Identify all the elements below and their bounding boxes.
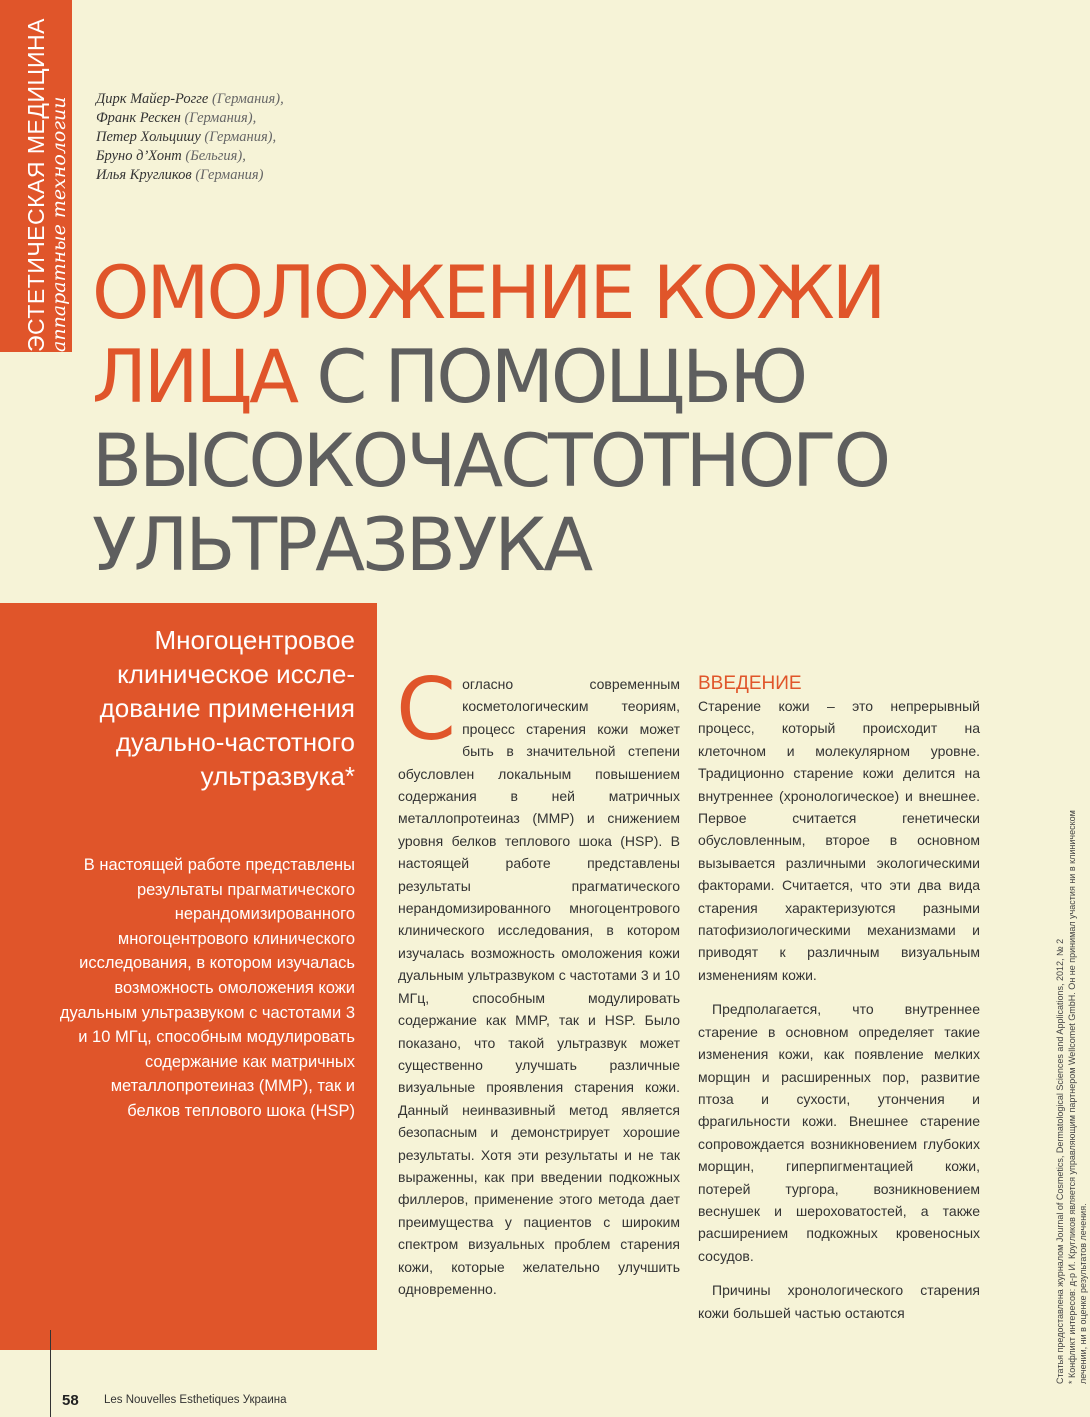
- author: [96, 109, 284, 128]
- title-line-1: ОМОЛОЖЕНИЕ КОЖИ: [92, 251, 884, 336]
- author-country: (Германия),: [211, 91, 284, 107]
- author-name: Петер Хольцишу: [96, 129, 201, 145]
- introduction-column: [698, 673, 980, 1324]
- author-list: [96, 90, 284, 185]
- lead-text: Многоцентровое клиническое иссле-дование применения дуально-частотного ультразвука*: [99, 625, 355, 791]
- title-highlight: ЛИЦА: [92, 335, 297, 420]
- author: [96, 147, 284, 166]
- author-country: (Германия),: [204, 129, 277, 145]
- section-label: [24, 18, 70, 352]
- author-country: (Бельгия),: [185, 148, 246, 164]
- footnotes: [1055, 734, 1090, 1384]
- source-note: Статья предоставлена журналом Journal of Cosmetics, Dermatological Sciences and Applications, 2012, № 2: [1055, 938, 1065, 1384]
- author-name: Франк Рескен: [96, 110, 181, 126]
- author-name: Бруно д’Хонт: [96, 148, 182, 164]
- conflict-note-continued: лечении, ни в оценке результатов лечения.: [1078, 1203, 1088, 1384]
- author: [96, 90, 284, 109]
- author-name: Дирк Майер-Рогге: [96, 91, 209, 107]
- conflict-note: * Конфликт интересов: д-р И. Кругликов является управляющим партнером Wellcomet GmbH. Он не принимал участия ни в клиническом: [1066, 810, 1077, 1384]
- author-country: (Германия),: [184, 110, 257, 126]
- author-name: Илья Кругликов: [96, 167, 192, 183]
- section-title: ЭСТЕТИЧЕСКАЯ МЕДИЦИНА: [23, 18, 49, 352]
- section-heading: ВВЕДЕНИЕ: [698, 673, 802, 694]
- author-country: (Германия): [195, 167, 264, 183]
- intro-column: [396, 660, 680, 1300]
- section-subtitle: аппаратные технологии: [48, 96, 70, 352]
- paragraph: Старение кожи – это непрерывный процесс, который происходит на клеточном и молекулярном уровне. Традиционно старение кожи делится на внутреннее (хронологическое) и внешнее. Первое считается генетически обусловленным, второе в основном вызывается различными экологическими факторами. Считается, что эти два вида старения характеризуются разными патофизиологическими механизмами и приводят к различным визуальным изменениям кожи.: [698, 698, 980, 983]
- page-number: 58: [62, 1392, 79, 1409]
- author: [96, 128, 284, 147]
- paragraph: Причины хронологического старения кожи большей частью остаются: [698, 1282, 980, 1321]
- intro-text: огласно современным косметологическим теориям, процесс старения кожи может быть в значительной степени обусловлен локальным повышением содержания в ней матричных металлопротеиназ (MMP) и снижением уровня белков теплового шока (HSP). В настоящей работе представлены результаты прагматического нерандомизированного многоцентрового клинического исследования, в котором изучалась возможность омоложения кожи дуальным ультразвуком с частотами 3 и 10 МГц, способным модулировать содержание как MMP, так и HSP. Было показано, что такой ультразвук может существенно улучшать различные визуальные проявления старения кожи. Данный неинвазивный метод является безопасным и демонстрирует хорошие результаты. Хотя эти результаты и не так выраженны, как при введении подкожных филлеров, применение этого метода дает преимущества у пациентов с широким спектром визуальных проблем старения кожи, которые желательно улучшить одновременно.: [398, 676, 680, 1297]
- paragraph: Предполагается, что внутреннее старение в основном определяет такие изменения кожи, как появление мелких морщин и расширенных пор, развитие птоза и сухости, утончения и фрагильности кожи. Внешнее старение сопровождается возникновением глубоких морщин, гиперпигментацией кожи, потерей тургора, возникновением веснушек и шероховатостей, а также расширением подкожных кровеносных сосудов.: [698, 1001, 980, 1264]
- author: [96, 166, 284, 185]
- article-title: [92, 252, 1052, 588]
- title-line-3: ВЫСОКОЧАСТОТНОГО: [92, 419, 889, 504]
- folio-rule: [50, 1330, 51, 1417]
- title-line-4: УЛЬТРАЗВУКА: [92, 503, 591, 588]
- summary-panel: [0, 603, 377, 1350]
- abstract-text: В настоящей работе представлены результаты прагматического нерандомизированного многоцентрового клинического исследования, в котором изучалась возможность омоложения кожи дуальным ультразвуком с частотами 3 и 10 МГц, способным модулировать содержание как матричных металлопротеиназ (MMP), так и белков теплового шока (HSP): [59, 856, 355, 1120]
- title-line-2: С ПОМОЩЬЮ: [296, 335, 806, 420]
- journal-name: Les Nouvelles Esthetiques Украина: [104, 1394, 287, 1406]
- drop-cap: С: [396, 660, 457, 760]
